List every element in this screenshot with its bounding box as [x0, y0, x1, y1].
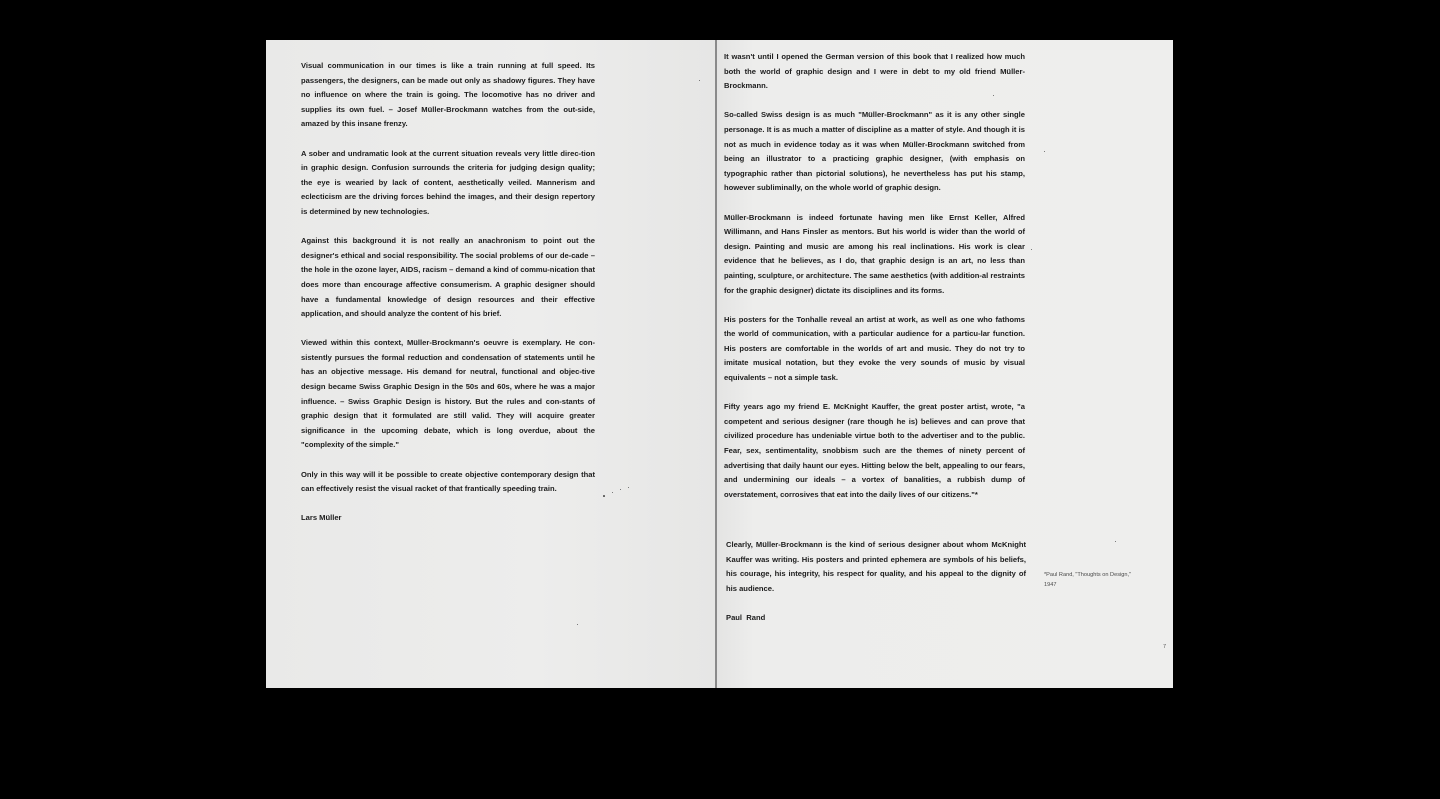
left-paragraph-3: Against this background it is not really an anachronism to point out the designer's ethical and social responsibility. The social problems of our de-cade – the hole in the ozone layer, AIDS, racism – demand a kind of commu-nication that does more than encourage affective consumerism. A graphic designer should have a fundamental knowledge of design resources and their effective application, and should analyze the content of his brief. [301, 236, 595, 319]
left-page-text-column [301, 59, 595, 526]
left-paragraph-2: A sober and undramatic look at the current situation reveals very little direc-tion in graphic design. Confusion surrounds the criteria for judging design quality; the eye is wearied by lack of content, aesthetically veiled. Mannerism and eclecticism are the driving forces behind the images, and their design repertory is determined by new technologies. [301, 148, 595, 216]
left-signature: Lars Müller [301, 513, 342, 523]
right-paragraph-5: Fifty years ago my friend E. McKnight Kauffer, the great poster artist, wrote, "a competent and serious designer (rare though he is) believes and can prove that civilized procedure has undeniable virtue both to the advertiser and to the public. Fear, sex, sentimentality, snobbism such are the themes of ninety percent of advertising that daily haunt our eyes. Hitting below the belt, appealing to our fears, and undermining our ideals – a vortex of banalities, a rubbish dump of overstatement, corrosives that eat into the daily lives of our citizens."* [724, 402, 1025, 499]
paper-speck [603, 495, 605, 497]
right-page [717, 40, 1173, 688]
right-page-text-column [724, 50, 1025, 517]
right-paragraph-3: Müller-Brockmann is indeed fortunate having men like Ernst Keller, Alfred Willimann, and Hans Finsler as mentors. But his world is wider than the world of design. Painting and music are among his real inclinations. His work is clear evidence that he believes, as I do, that graphic design is an art, no less than painting, sculpture, or architecture. The same aesthetics (with addition-al restraints for the graphic designer) dictate its disciplines and its forms. [724, 212, 1025, 295]
left-paragraph-4: Viewed within this context, Müller-Brockmann's oeuvre is exemplary. He con-sistently pursues the formal reduction and condensation of statements until he has an objective message. His demand for neutral, functional and objec-tive design became Swiss Graphic Design in the 50s and 60s, where he was a major influence. – Swiss Graphic Design is history. But the rules and con-stants of graphic design that it formulated are still valid. They will acquire greater significance in the upcoming debate, which is long overdue, about the "complexity of the simple." [301, 338, 595, 450]
right-signature: Paul Rand [726, 612, 766, 622]
paper-speck [1031, 249, 1032, 250]
right-paragraph-2: So-called Swiss design is as much "Müller-Brockmann" as it is any other single personage. It is as much a matter of discipline as a matter of style. And though it is not as much in evidence today as it was when Müller-Brockmann switched from being an illustrator to a practicing graphic designer, (with emphasis on typographic rather than pictorial solutions), he nevertheless has put his stamp, however subliminally, on the whole world of graphic design. [724, 110, 1025, 193]
page-number: 7 [1163, 644, 1167, 650]
paper-speck [1115, 541, 1116, 542]
right-paragraph-4: His posters for the Tonhalle reveal an artist at work, as well as one who fathoms the world of communication, with a particular audience for a particu-lar function. His posters are comfortable in the worlds of art and music. They do not try to imitate musical notation, but they evoke the very sounds of music by visual equivalents – not a simple task. [724, 314, 1025, 383]
footnote: *Paul Rand, "Thoughts on Design," 1947 [1044, 572, 1131, 588]
paper-speck [577, 624, 578, 625]
book-spread [266, 40, 1173, 688]
right-page-closing-column [726, 538, 1026, 626]
left-page [266, 40, 716, 688]
right-closing-paragraph: Clearly, Müller-Brockmann is the kind of serious designer about whom McKnight Kauffer was writing. His posters and printed ephemera are symbols of his beliefs, his courage, his integrity, his respect for quality, and his appeal to the dignity of his audience. [726, 540, 1026, 593]
left-paragraph-1: Visual communication in our times is like a train running at full speed. Its passengers, the designers, can be made out only as shadowy figures. They have no influence on where the train is going. The locomotive has no driver and supplies its own fuel. – Josef Müller-Brockmann watches from the out-side, amazed by this insane frenzy. [301, 61, 595, 129]
paper-speck [612, 492, 613, 493]
paper-speck [993, 95, 994, 96]
paper-speck [699, 80, 700, 81]
paper-speck [1044, 151, 1045, 152]
right-paragraph-1: It wasn't until I opened the German version of this book that I realized how much both the world of graphic design and I were in debt to my old friend Müller-Brockmann. [724, 52, 1025, 91]
paper-speck [628, 487, 629, 488]
paper-speck [620, 489, 621, 490]
left-paragraph-5: Only in this way will it be possible to create objective contemporary design that can effectively resist the visual racket of that frantically speeding train. [301, 469, 595, 494]
